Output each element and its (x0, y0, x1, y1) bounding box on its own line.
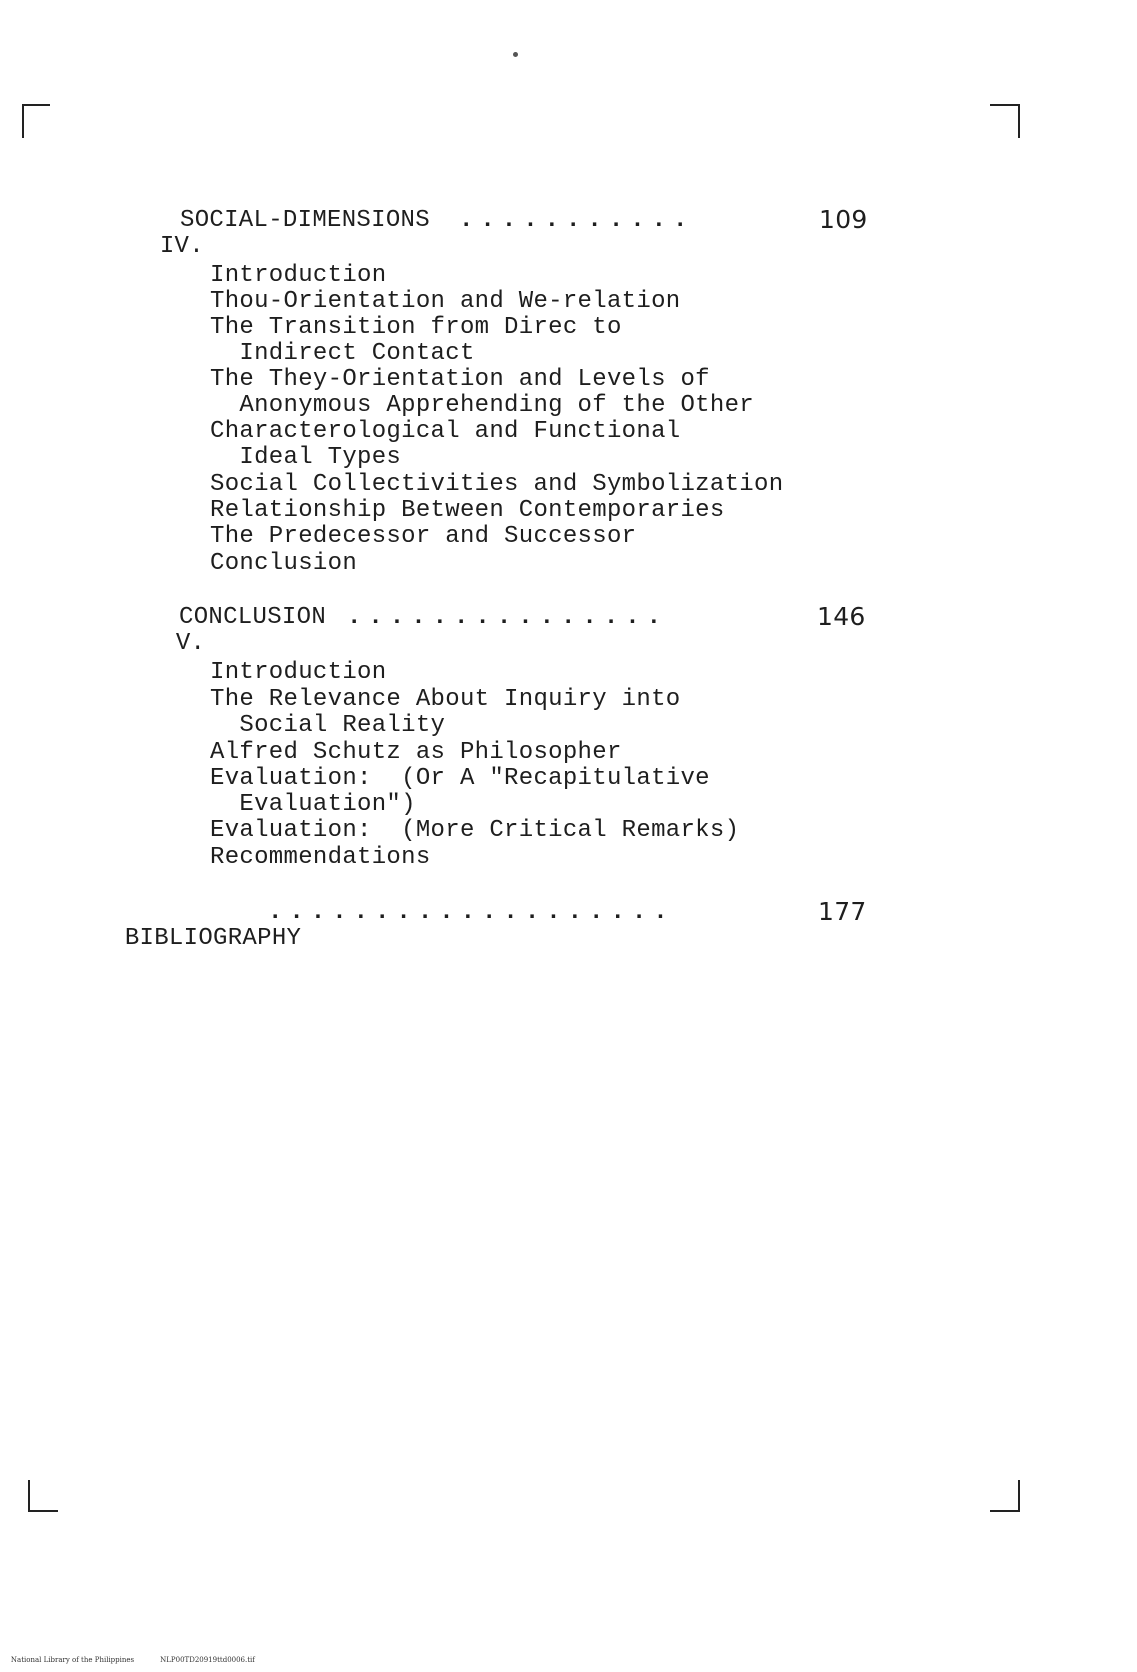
crop-mark-top-left (22, 104, 50, 138)
page-number: 177 (818, 897, 867, 926)
toc-subitem: Evaluation: (More Critical Remarks) (210, 817, 740, 844)
scan-speck (513, 52, 518, 57)
toc-subitem: Indirect Contact (210, 340, 475, 367)
crop-mark-top-right (990, 104, 1020, 138)
chapter-title: CONCLUSION (179, 604, 327, 631)
toc-subitem: The Relevance About Inquiry into (210, 686, 681, 713)
library-name: National Library of the Philippines (10, 1656, 135, 1664)
toc-subitem: The They-Orientation and Levels of (210, 366, 710, 393)
chapter-numeral: IV. (159, 233, 204, 260)
chapter-title: SOCIAL-DIMENSIONS (180, 207, 430, 234)
toc-subitem: Evaluation") (210, 791, 416, 818)
toc-subitem: Characterological and Functional (210, 418, 681, 445)
toc-subitem: Evaluation: (Or A "Recapitulative (210, 765, 710, 792)
page-number: 109 (819, 205, 868, 234)
chapter-numeral: V. (175, 630, 206, 657)
scan-footer (2, 1648, 281, 1672)
toc-subitem: Introduction (210, 659, 387, 686)
dot-leader: ................... (268, 899, 675, 926)
toc-subitem: Thou-Orientation and We-relation (210, 288, 681, 315)
toc-entry-bibliography (66, 897, 867, 1030)
toc-subitem: Ideal Types (210, 444, 402, 471)
toc-subitem: The Transition from Direc to (210, 314, 622, 341)
toc-subitem: Recommendations (210, 844, 431, 871)
toc-subitem: Relationship Between Contemporaries (210, 497, 725, 524)
toc-subitem: Social Reality (210, 712, 446, 739)
dot-leader: ............... (347, 604, 669, 631)
toc-subitem: Conclusion (210, 550, 358, 577)
file-name: NLP00TD20919ttd0006.tif (160, 1656, 255, 1664)
crop-mark-bottom-left (28, 1480, 58, 1512)
bibliography-title: BIBLIOGRAPHY (124, 925, 302, 952)
toc-subitem: Anonymous Apprehending of the Other (210, 392, 754, 419)
dot-leader: ........... (459, 207, 695, 234)
toc-subitem: Alfred Schutz as Philosopher (210, 739, 622, 766)
toc-subitem: Introduction (210, 262, 387, 289)
page-number: 146 (817, 602, 866, 631)
toc-subitem: Social Collectivities and Symbolization (210, 471, 784, 498)
toc-subitem: The Predecessor and Successor (210, 523, 637, 550)
crop-mark-bottom-right (990, 1480, 1020, 1512)
